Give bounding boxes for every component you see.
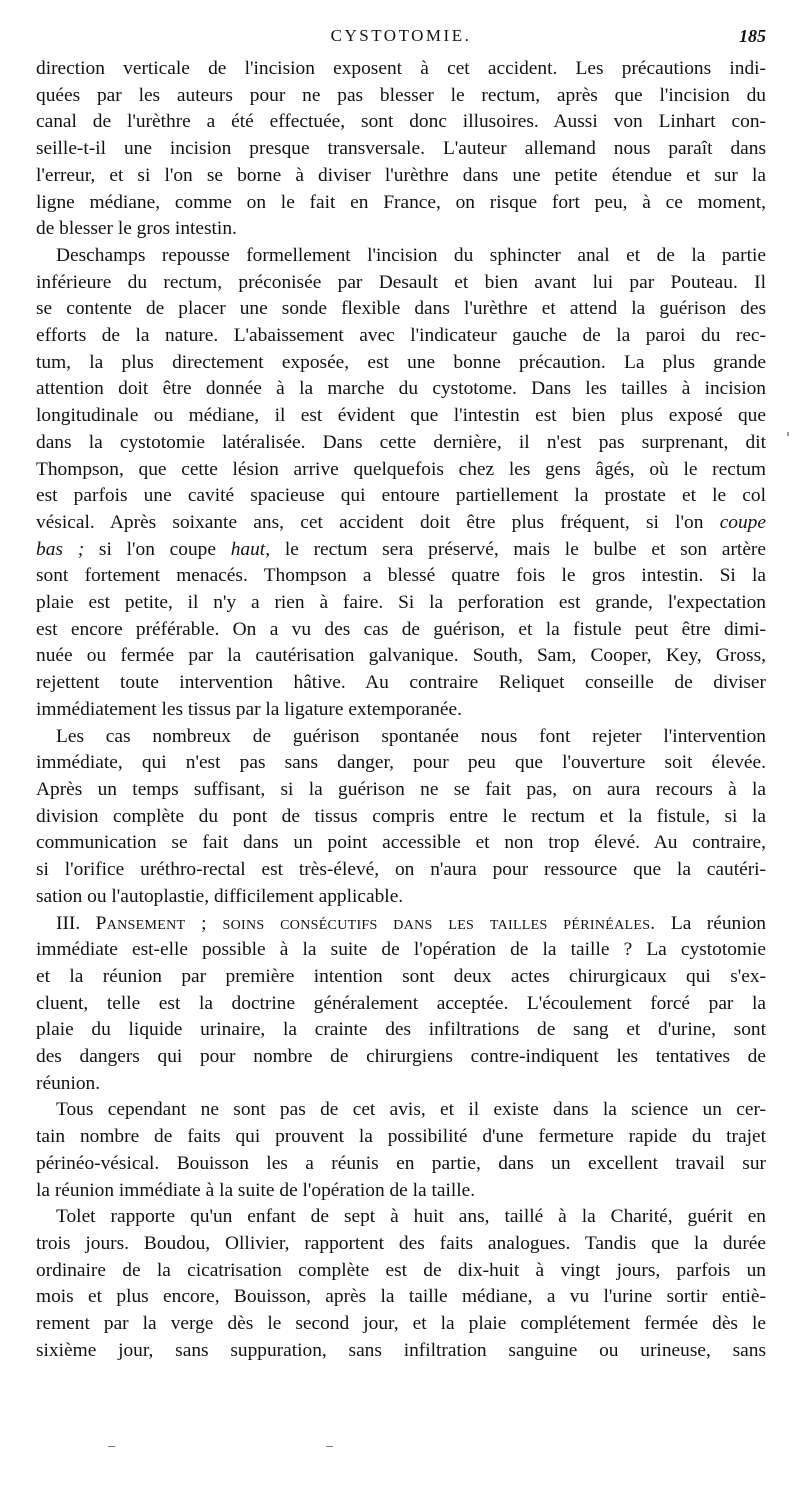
running-title: CYSTOTOMIE. <box>330 26 472 45</box>
text-line: canal de l'urèthre a été effectuée, sont donc illusoires. Aussi von Linhart con- <box>36 111 766 133</box>
text-line: longitudinale ou médiane, il est évident que l'intestin est bien plus exposé que <box>36 405 766 427</box>
text-line: réunion. <box>36 1072 101 1094</box>
text-line: et la réunion par première intention sont deux actes chirurgicaux qui s'ex- <box>36 965 766 987</box>
text-line: Les cas nombreux de guérison spontanée nous font rejeter l'intervention <box>56 725 766 747</box>
text-line: inférieure du rectum, préconisée par Desault et bien avant lui par Pouteau. Il <box>36 271 766 293</box>
text-line: Thompson, que cette lésion arrive quelquefois chez les gens âgés, où le rectum <box>36 458 766 480</box>
margin-speck <box>787 432 789 436</box>
text-line: cluent, telle est la doctrine généralement acceptée. L'écoulement forcé par la <box>36 992 766 1014</box>
text-line: tum, la plus directement exposée, est une bonne précaution. La plus grande <box>36 351 766 373</box>
text-line: sont fortement menacés. Thompson a blessé quatre fois le gros intestin. Si la <box>36 565 766 587</box>
running-head <box>36 26 766 56</box>
text-line: nuée ou fermée par la cautérisation galvanique. South, Sam, Cooper, Key, Gross, <box>36 645 766 667</box>
text-line: ligne médiane, comme on le fait en France, on risque fort peu, à ce moment, <box>36 191 766 213</box>
text-line: Tolet rapporte qu'un enfant de sept à huit ans, taillé à la Charité, guérit en <box>56 1206 766 1228</box>
text-line: dans la cystotomie latéralisée. Dans cette dernière, il n'est pas surprenant, dit <box>36 431 766 453</box>
italic-term: haut <box>230 538 266 560</box>
text-line: attention doit être donnée à la marche du cystotome. Dans les tailles à incision <box>36 378 766 400</box>
text-line: se contente de placer une sonde flexible dans l'urèthre et attend la guérison des <box>36 298 766 320</box>
text-line: Après un temps suffisant, si la guérison ne se fait pas, on aura recours à la <box>36 778 766 800</box>
text-line: division complète du pont de tissus compris entre le rectum et la fistule, si la <box>36 805 766 827</box>
text-line: est parfois une cavité spacieuse qui entoure partiellement la prostate et le col <box>36 485 766 507</box>
text-line: plaie du liquide urinaire, la crainte des infiltrations de sang et d'urine, sont <box>36 1019 766 1041</box>
text-line: ordinaire de la cicatrisation complète est de dix-huit à vingt jours, parfois un <box>36 1259 766 1281</box>
text-line: plaie est petite, il n'y a rien à faire. Si la perforation est grande, l'expectation <box>36 592 766 614</box>
text-line: Deschamps repousse formellement l'incision du sphincter anal et de la partie <box>56 244 766 266</box>
text-line: immédiatement les tissus par la ligature extemporanée. <box>36 698 462 720</box>
text-line: communication se fait dans un point accessible et non trop élevé. Au contraire, <box>36 832 766 854</box>
section-numeral: III. <box>56 912 81 934</box>
text-line <box>36 537 766 564</box>
text-line: tain nombre de faits qui prouvent la possibilité d'une fermeture rapide du trajet <box>36 1126 766 1148</box>
text-line: si l'orifice uréthro-rectal est très-élevé, on n'aura pour ressource que la cautéri- <box>36 859 766 881</box>
text-line: rejettent toute intervention hâtive. Au contraire Reliquet conseille de diviser <box>36 672 766 694</box>
text-line: la réunion immédiate à la suite de l'opération de la taille. <box>36 1179 476 1201</box>
paragraph-6 <box>36 1204 766 1364</box>
footer-mark <box>108 1446 115 1447</box>
text-line: immédiate, qui n'est pas sans danger, pour peu que l'ouverture soit élevée. <box>36 752 766 774</box>
paragraph-1 <box>36 56 766 243</box>
text-line: Tous cependant ne sont pas de cet avis, et il existe dans la science un cer- <box>56 1099 766 1121</box>
text-line: de blesser le gros intestin. <box>36 218 237 240</box>
section-heading-line <box>36 911 766 938</box>
text-line: des dangers qui pour nombre de chirurgiens contre-indiquent les tentatives de <box>36 1046 766 1068</box>
section-heading: Pansement ; soins consécutifs dans les tailles périnéales. <box>95 912 656 934</box>
text-span: si l'on coupe <box>84 538 231 560</box>
italic-term: bas ; <box>36 538 85 560</box>
text-line: trois jours. Boudou, Ollivier, rapportent des faits analogues. Tandis que la durée <box>36 1232 766 1254</box>
body-text <box>36 56 766 1364</box>
text-line: direction verticale de l'incision exposent à cet accident. Les précautions indi- <box>36 58 766 79</box>
text-line: l'erreur, et si l'on se borne à diviser l'urèthre dans une petite étendue et sur la <box>36 164 766 186</box>
text-span: vésical. Après soixante ans, cet accident doit être plus fréquent, si l'on <box>36 511 704 533</box>
text-line: seille-t-il une incision presque transversale. L'auteur allemand nous paraît dans <box>36 138 766 160</box>
page-number: 185 <box>739 26 766 46</box>
text-line: rement par la verge dès le second jour, et la plaie complétement fermée dès le <box>36 1313 766 1335</box>
paragraph-3 <box>36 724 766 911</box>
paragraph-4 <box>36 911 766 1098</box>
text-span: , le rectum sera préservé, mais le bulbe et son artère <box>265 538 766 560</box>
text-line: efforts de la nature. L'abaissement avec l'indicateur gauche de la paroi du rec- <box>36 325 766 347</box>
text-line: sation ou l'autoplastie, difficilement applicable. <box>36 885 404 907</box>
italic-term: coupe <box>719 511 766 533</box>
text-line <box>36 510 766 537</box>
paragraph-2 <box>36 243 766 724</box>
text-span: La réunion <box>670 912 766 934</box>
text-line: quées par les auteurs pour ne pas blesser le rectum, après que l'incision du <box>36 84 766 106</box>
text-line: mois et plus encore, Bouisson, après la taille médiane, a vu l'urine sortir entiè- <box>36 1286 766 1308</box>
text-line: immédiate est-elle possible à la suite de l'opération de la taille ? La cystotomie <box>36 939 766 961</box>
text-line: est encore préférable. On a vu des cas de guérison, et la fistule peut être dimi- <box>36 618 766 640</box>
text-line: sixième jour, sans suppuration, sans infiltration sanguine ou urineuse, sans <box>36 1339 766 1361</box>
text-line: périnéo-vésical. Bouisson les a réunis en partie, dans un excellent travail sur <box>36 1152 766 1174</box>
paragraph-5 <box>36 1097 766 1204</box>
footer-mark <box>326 1446 333 1447</box>
